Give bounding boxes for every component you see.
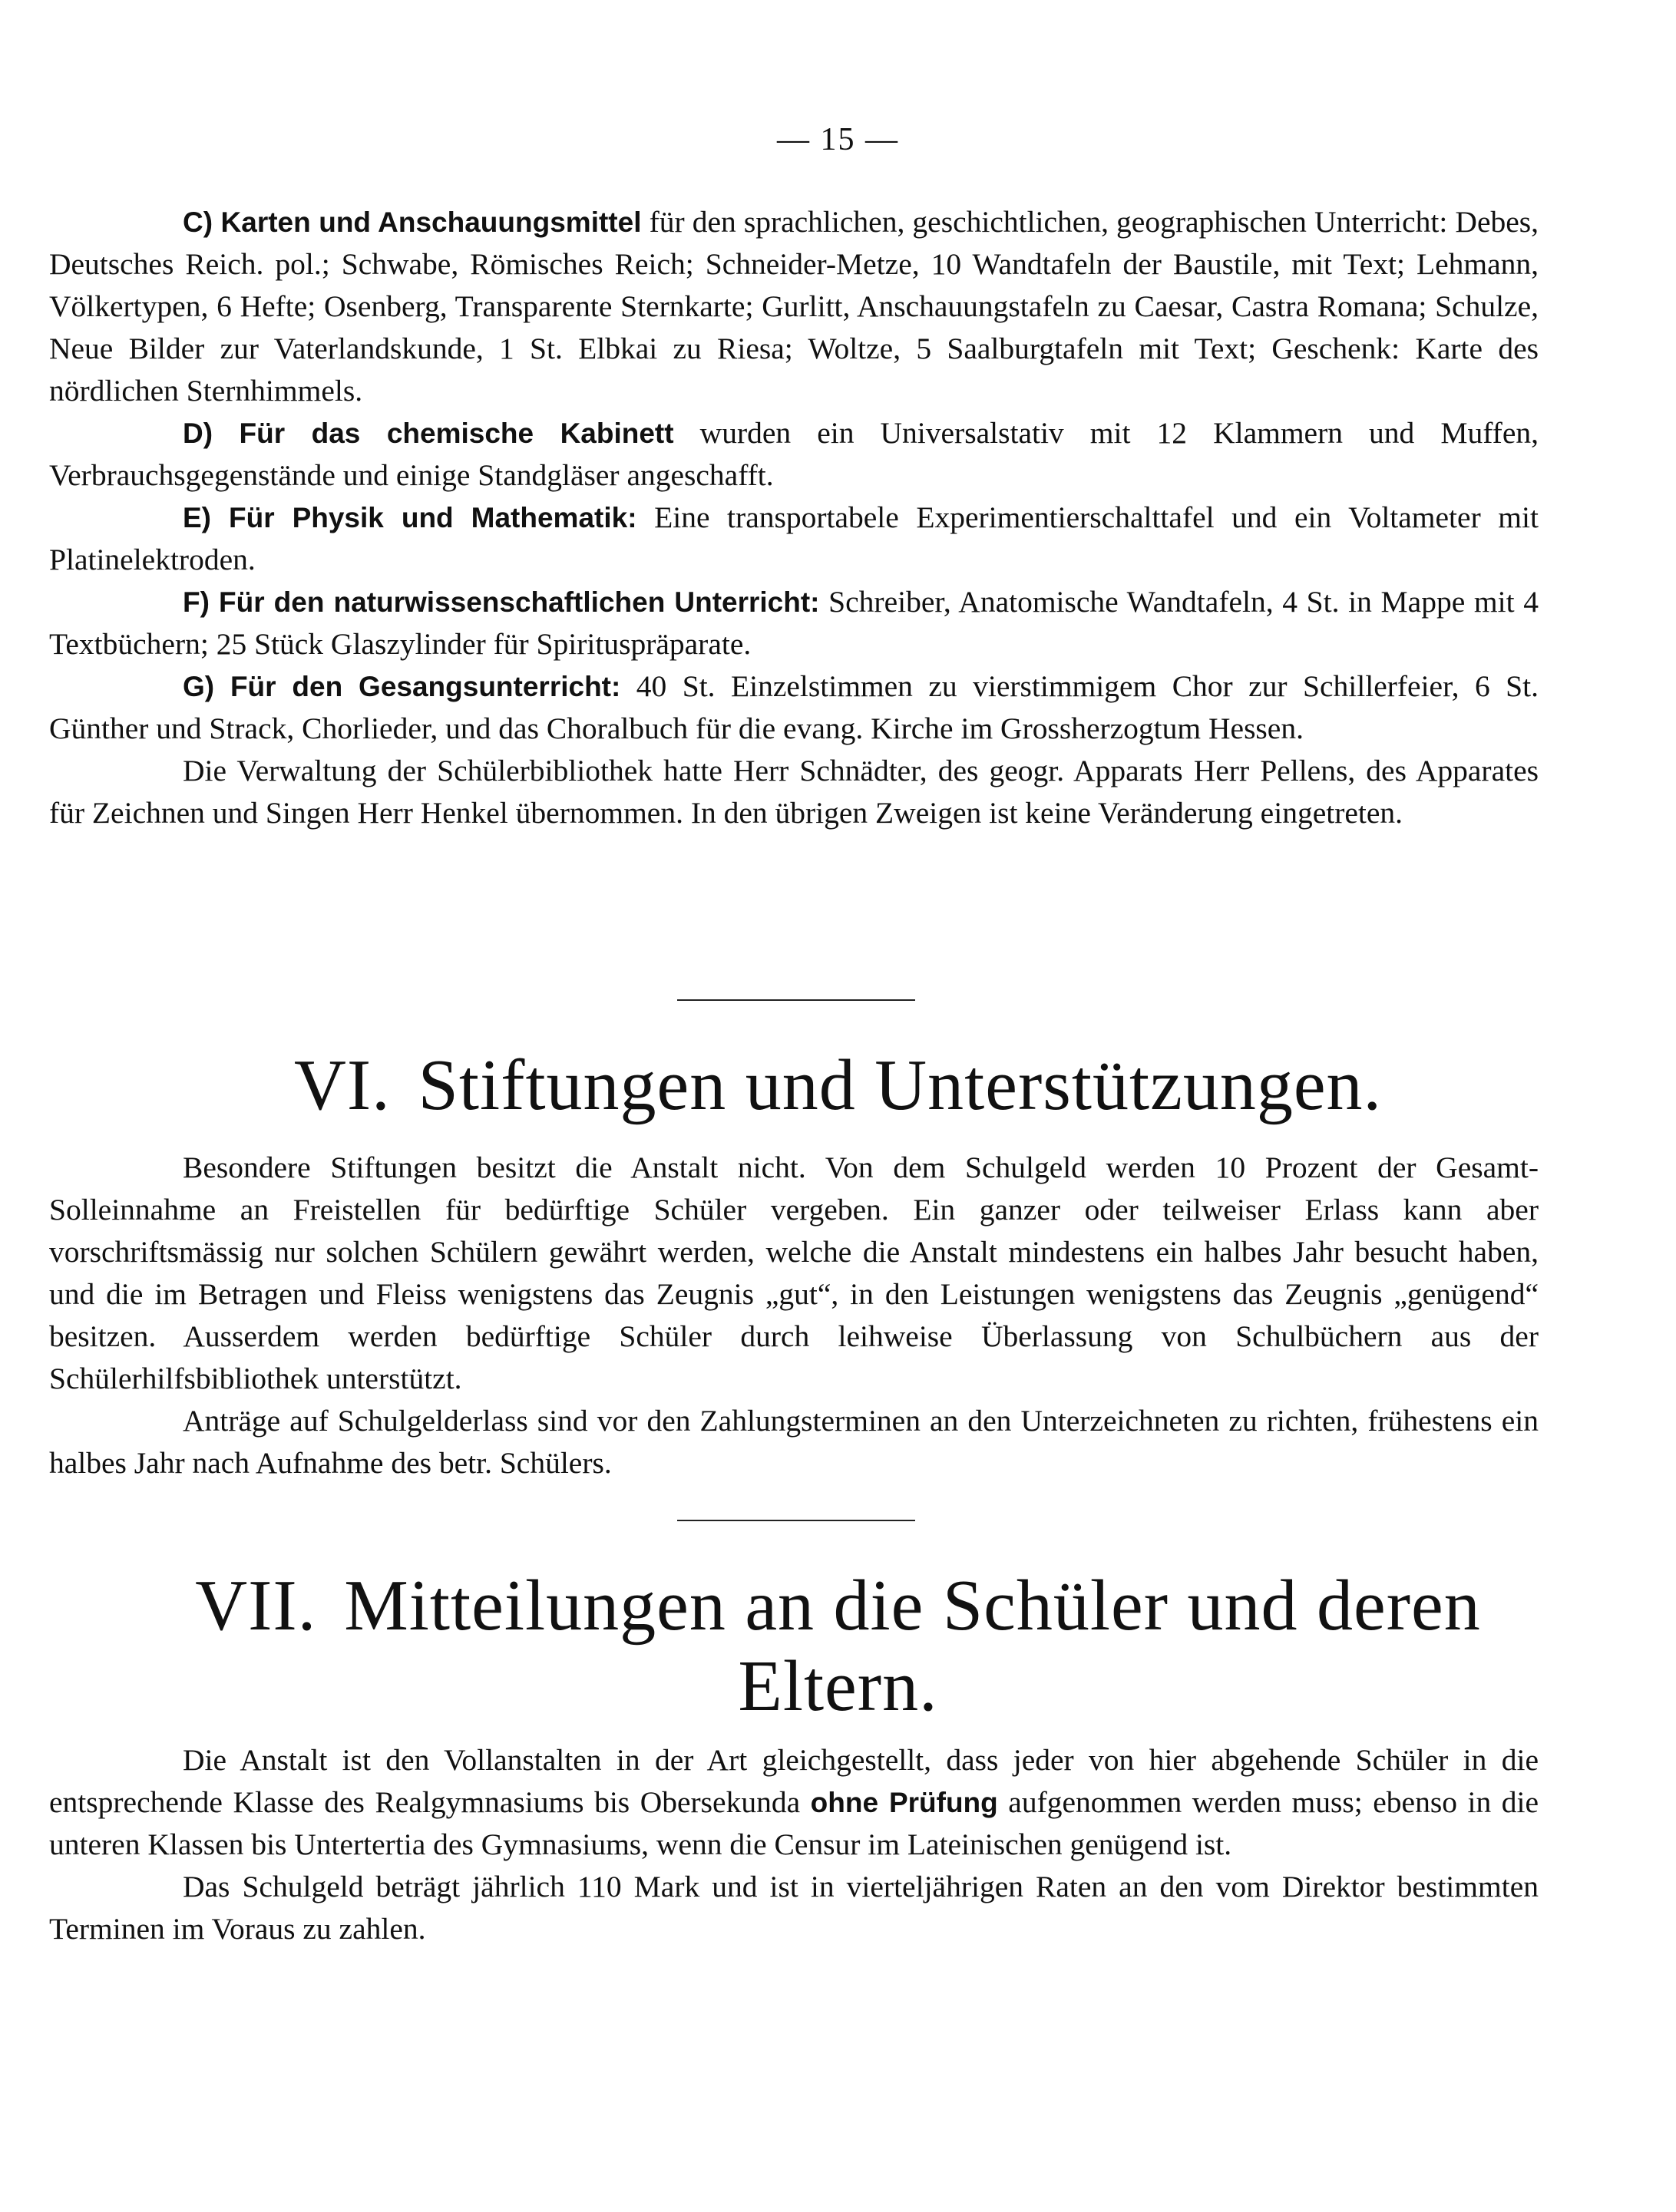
section-vii-emphasis: ohne Prüfung bbox=[810, 1787, 998, 1818]
section-vi-number: VI. bbox=[293, 1045, 391, 1125]
section-divider bbox=[677, 1520, 915, 1521]
section-vii-paragraph: Das Schulgeld beträgt jährlich 110 Mark und ist in vierteljährigen Raten an den vom Direktor bestimmten Terminen im Voraus zu zahlen. bbox=[49, 1870, 1539, 1946]
section-vi-body bbox=[49, 1147, 1539, 1484]
inventory-label: G) Für den Gesangsunterricht: bbox=[183, 671, 621, 702]
inventory-text: wurden ein Universalstativ mit 12 Klammern und Muffen, Verbrauchsgegenstände und einige Standgläser angeschafft. bbox=[49, 416, 1539, 492]
page-number: — 15 — bbox=[777, 122, 899, 157]
section-vii-title-line1: Mitteilungen an die Schüler und deren bbox=[344, 1566, 1481, 1646]
inventory-section bbox=[49, 201, 1539, 834]
section-vi-paragraph: Anträge auf Schulgelderlass sind vor den Zahlungsterminen an den Unterzeichneten zu richten, frühestens ein halbes Jahr nach Aufnahme des betr. Schülers. bbox=[49, 1404, 1539, 1480]
inventory-item bbox=[49, 201, 1539, 412]
inventory-label: C) Karten und Anschauungsmittel bbox=[183, 206, 642, 238]
inventory-item bbox=[49, 665, 1539, 750]
inventory-text: Eine transportabele Experimentierschalttafel und ein Voltameter mit Platinelektroden. bbox=[49, 500, 1539, 576]
section-vii-body bbox=[49, 1739, 1539, 1950]
section-divider bbox=[677, 999, 915, 1001]
section-vi-title: Stiftungen und Unterstützungen. bbox=[418, 1045, 1383, 1125]
administration-paragraph: Die Verwaltung der Schülerbibliothek hatte Herr Schnädter, des geogr. Apparats Herr Pellens, des Apparates für Zeichnen und Singen Herr Henkel übernommen. In den übrigen Zweigen ist keine Veränderung eingetreten. bbox=[49, 754, 1539, 830]
section-vi-paragraph: Besondere Stiftungen besitzt die Anstalt nicht. Von dem Schulgeld werden 10 Prozent der Gesamt-Solleinnahme an Freistellen für bedürftige Schüler vergeben. Ein ganzer oder teilweiser Erlass kann aber vorschriftsmässig nur solchen Schülern gewährt werden, welche die Anstalt mindestens ein halbes Jahr besucht haben, und die im Betragen und Fleiss wenigstens das Zeugnis „gut“, in den Leistungen wenigstens das Zeugnis „genügend“ besitzen. Ausserdem werden bedürftige Schüler durch leihweise Überlassung von Schulbüchern aus der Schülerhilfsbibliothek unterstützt. bbox=[49, 1151, 1539, 1395]
section-vi-heading bbox=[0, 1045, 1676, 1126]
section-vii-title-line2: Eltern. bbox=[738, 1646, 938, 1726]
section-vii-text: aufgenommen werden muss; ebenso in die unteren Klassen bis Untertertia des Gymnasiums, wenn die Censur im Lateinischen genügend ist. bbox=[49, 1785, 1539, 1861]
section-vii-text: Die Anstalt ist den Vollanstalten in der Art gleichgestellt, dass jeder von hier abgehende Schüler in die entsprechende Klasse des Realgymnasiums bis Obersekunda bbox=[49, 1743, 1539, 1819]
inventory-label: D) Für das chemische Kabinett bbox=[183, 418, 674, 449]
section-vii-heading bbox=[0, 1566, 1676, 1727]
section-vii-paragraph bbox=[49, 1739, 1539, 1866]
inventory-label: E) Für Physik und Mathematik: bbox=[183, 502, 637, 533]
inventory-text: 40 St. Einzelstimmen zu vierstimmigem Chor zur Schillerfeier, 6 St. Günther und Strack, Chorlieder, und das Choralbuch für die evang. Kirche im Grossherzogtum Hessen. bbox=[49, 669, 1539, 745]
section-vii-number: VII. bbox=[195, 1566, 317, 1646]
inventory-text: für den sprachlichen, geschichtlichen, geographischen Unterricht: Debes, Deutsches Reich. pol.; Schwabe, Römisches Reich; Schneider-Metze, 10 Wandtafeln der Baustile, mit Text; Lehmann, Völkertypen, 6 Hefte; Osenberg, Transparente Sternkarte; Gurlitt, Anschauungstafeln zu Caesar, Castra Romana; Schulze, Neue Bilder zur Vaterlandskunde, 1 St. Elbkai zu Riesa; Woltze, 5 Saalburgtafeln mit Text; Geschenk: Karte des nördlichen Sternhimmels. bbox=[49, 205, 1539, 408]
inventory-item bbox=[49, 497, 1539, 581]
inventory-text: Schreiber, Anatomische Wandtafeln, 4 St. in Mappe mit 4 Textbüchern; 25 Stück Glaszylinder für Spirituspräparate. bbox=[49, 585, 1539, 661]
inventory-item bbox=[49, 412, 1539, 497]
inventory-label: F) Für den naturwissenschaftlichen Unterricht: bbox=[183, 586, 820, 618]
inventory-item bbox=[49, 581, 1539, 665]
